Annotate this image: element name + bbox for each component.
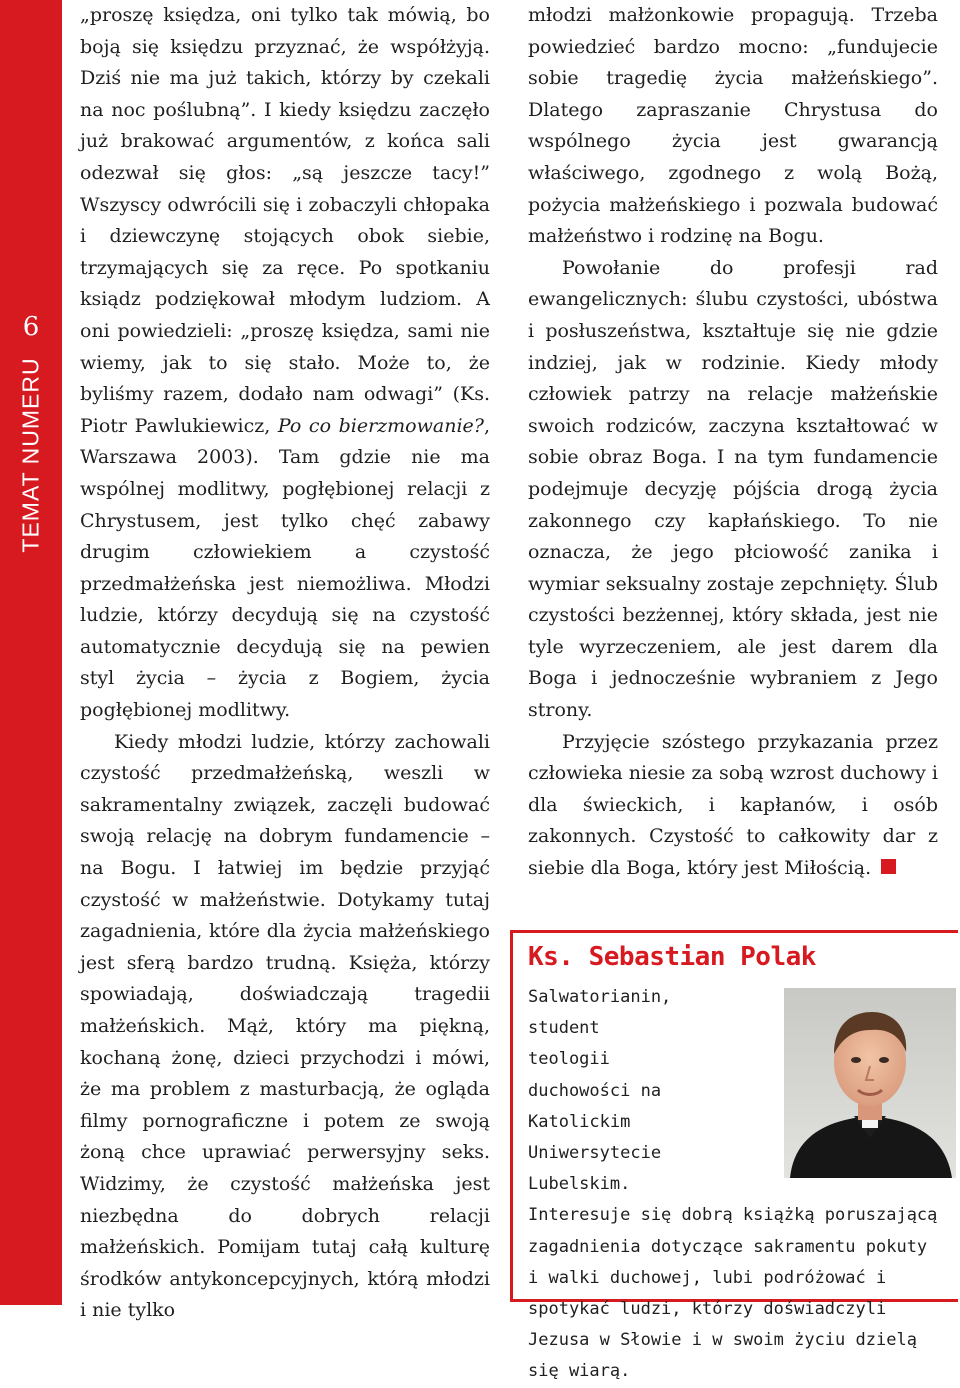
section-sidebar <box>0 0 62 1305</box>
article-column-right <box>528 0 938 885</box>
article-paragraph: młodzi małżonkowie propagują. Trzeba powiedzieć bardzo mocno: „fundujecie sobie tragedię życia małżeńskiego”. Dlatego zapraszanie Chrystusa do wspólnego życia jest gwarancją właściwego, zgodnego z wolą Bożą, pożycia małżeńskiego i pozwala budować małżeństwo i rodzinę na Bogu. <box>528 4 938 248</box>
book-title: Po co bierzmowanie? <box>277 414 484 437</box>
article-paragraph: Powołanie do profesji rad ewangelicznych: ślubu czystości, ubóstwa i posłuszeństwa, kształtuje się nie gdzie indziej, jak w rodzinie. Kiedy młody człowiek patrzy na relacje małżeńskie swoich rodziców, zaczyna kształtować w sobie obraz Boga. I na tym fundamencie podejmuje decyzję pójścia drogą życia zakonnego czy kapłańskiego. To nie oznacza, że jego płciowość zanika i wymiar seksualny zostaje zepchnięty. Ślub czystości bezżennej, który składa, jest nie tyle wyrzeczeniem, ale jest darem dla Boga i jednocześnie wybraniem z Jego strony. <box>528 256 938 722</box>
article-paragraph: Przyjęcie szóstego przykazania przez człowieka niesie za sobą wzrost duchowy i dla świeckich, i kapłanów, i osób zakonnych. Czystość to całkowity dar z siebie dla Boga, który jest Miłością. <box>528 730 938 880</box>
end-of-article-mark <box>881 859 896 874</box>
author-bio: Salwatorianin, student teologii duchowości na Katolickim Uniwersytecie Lubelskim. Interesuje się dobrą książką poruszającą zagadnienia dotyczące sakramentu pokuty i walki duchowej, lubi podróżować i spotykać ludzi, którzy doświadczyli Jezusa w Słowie i w swoim życiu dzielą się wiarą. <box>528 982 940 1388</box>
article-column-left <box>80 0 490 1327</box>
author-name: Ks. Sebastian Polak <box>528 942 816 972</box>
photo-spacer <box>684 982 940 1178</box>
article-paragraph: Kiedy młodzi ludzie, którzy zachowali czystość przedmałżeńską, weszli w sakramentalny związek, zaczęli budować swoją relację na dobrym fundamencie – na Bogu. I łatwiej im będzie przyjąć czystość w małżeństwie. Dotykamy tutaj zagadnienia, które dla życia małżeńskiego jest sferą bardzo trudną. Księża, którzy spowiadają, doświadczają tragedii małżeńskich. Mąż, który ma piękną, kochaną żonę, dzieci przychodzi i mówi, że ma problem z masturbacją, że ogląda filmy pornograficzne i potem ze swoją żoną chce uprawiać perwersyjny seks. Widzimy, że czystość małżeńska jest niezbędna do dobrych relacji małżeńskich. Pomijam tutaj całą kulturę środków antykoncepcyjnych, którą młodzi i nie tylko <box>80 730 490 1322</box>
article-paragraph: „proszę księdza, oni tylko tak mówią, bo boją się księdzu przyznać, że współżyją. Dziś nie ma już takich, którzy by czekali na noc poślubną”. I kiedy księdzu zaczęło już brakować argumentów, z końca sali odezwał się głos: „są jeszcze tacy!” Wszyscy odwrócili się i zobaczyli chłopaka i dziewczynę stojących obok siebie, trzymających się za ręce. Po spotkaniu ksiądz podziękował młodym ludziom. A oni powiedzieli: „proszę księdza, sami nie wiemy, jak to się stało. Może to, że byliśmy razem, dodało nam odwagi” (Ks. Piotr Pawlukiewicz, Po co bierzmowanie?, Warszawa 2003). Tam gdzie nie ma wspólnej modlitwy, pogłębionej relacji z Chrystusem, jest tylko chęć zabawy drugim człowiekiem a czystość przedmałżeńska jest niemożliwa. Młodzi ludzie, którzy decydują się na czystość automatycznie decydują się na pewien styl życia – życia z Bogiem, życia pogłębionej modlitwy. <box>80 4 491 722</box>
page-number: 6 <box>22 312 40 342</box>
section-label: TEMAT NUMERU <box>17 357 44 553</box>
